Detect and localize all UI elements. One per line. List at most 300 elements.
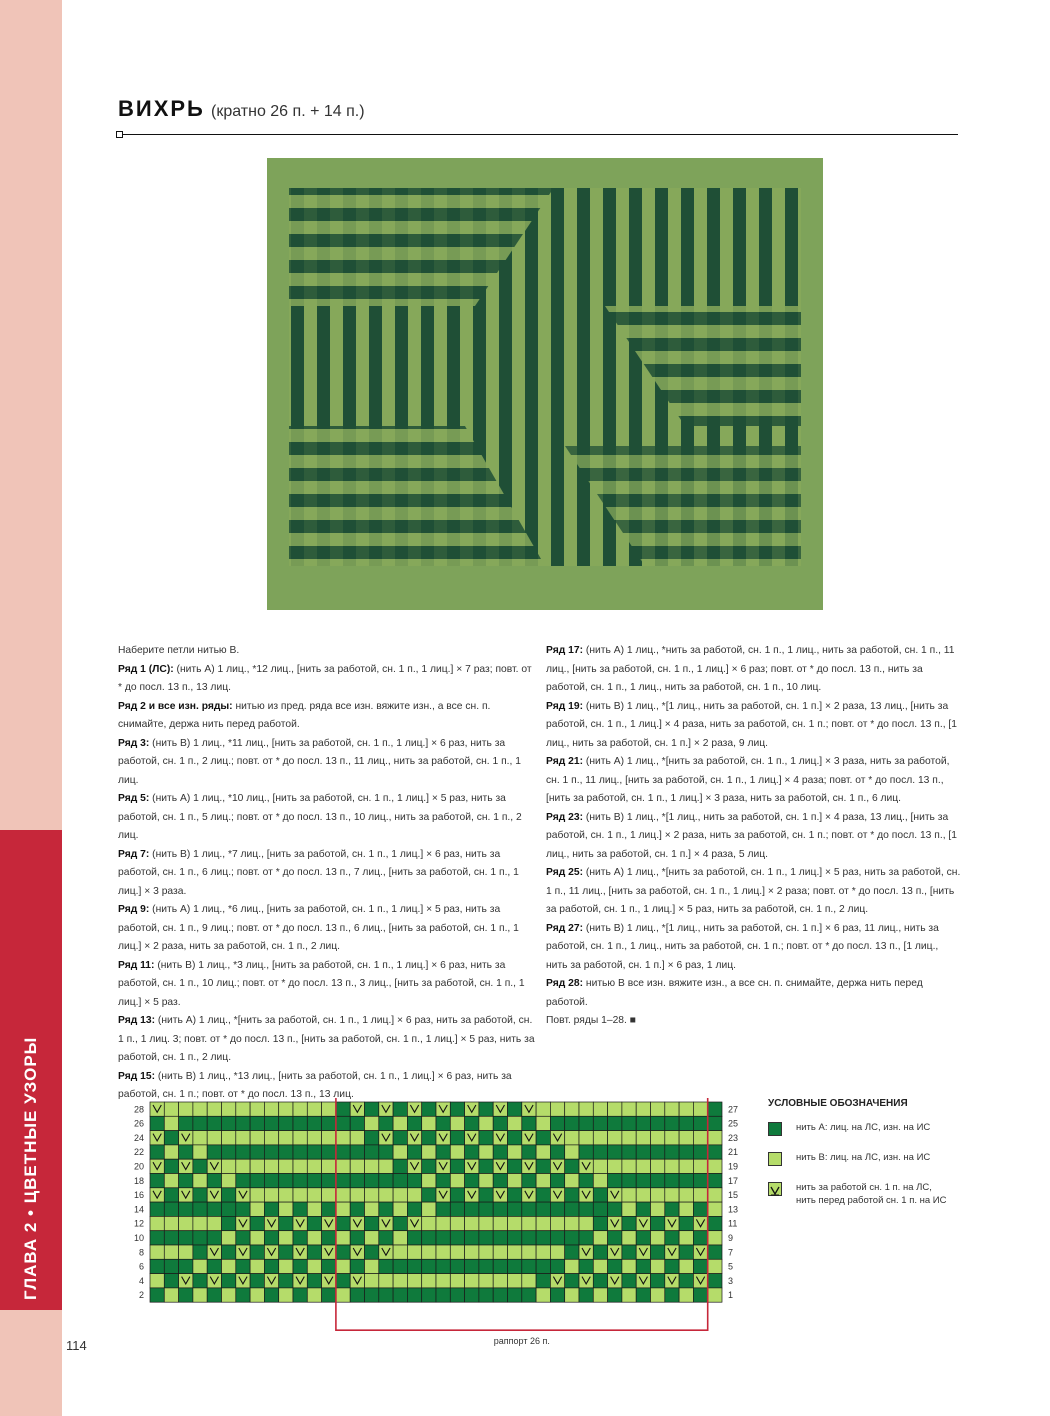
title-rule bbox=[118, 134, 958, 135]
chart-cell bbox=[679, 1216, 693, 1230]
chart-cell bbox=[579, 1174, 593, 1188]
chart-cell bbox=[236, 1116, 250, 1130]
title-rule-dot bbox=[116, 131, 123, 138]
chart-cell bbox=[622, 1202, 636, 1216]
instruction-label: Ряд 28: bbox=[546, 978, 584, 989]
chart-cell bbox=[693, 1131, 707, 1145]
chart-cell bbox=[579, 1288, 593, 1302]
chart-cell bbox=[250, 1159, 264, 1173]
chart-cell bbox=[679, 1116, 693, 1130]
chart-cell bbox=[450, 1288, 464, 1302]
chart-cell bbox=[679, 1174, 693, 1188]
chart-cell bbox=[150, 1274, 164, 1288]
chart-cell bbox=[422, 1116, 436, 1130]
chart-cell bbox=[593, 1131, 607, 1145]
chart-cell bbox=[279, 1174, 293, 1188]
chart-cell bbox=[565, 1245, 579, 1259]
instruction-row bbox=[118, 642, 538, 661]
chart-cell bbox=[407, 1202, 421, 1216]
chart-cell bbox=[236, 1174, 250, 1188]
chart-cell bbox=[436, 1259, 450, 1273]
chart-cell bbox=[479, 1216, 493, 1230]
chart-cell bbox=[336, 1188, 350, 1202]
chart-cell bbox=[479, 1259, 493, 1273]
chart-cell bbox=[236, 1259, 250, 1273]
chart-cell bbox=[493, 1288, 507, 1302]
instruction-text: (нить А) 1 лиц., *[нить за работой, сн. 1 п., 1 лиц.] × 3 раза, нить за работой, сн. 1 п., 11 лиц., [нить за работой, сн. 1 п., 1 лиц.] × 4 раза; повт. от * до посл. 13 п., [нить за работой, сн. 1 п., 1 лиц.] × 3 раза, нить за работой, сн. 1 п., 6 лиц. bbox=[546, 756, 950, 804]
chart-cell bbox=[279, 1274, 293, 1288]
chart-cell bbox=[708, 1102, 722, 1116]
chart-cell bbox=[679, 1102, 693, 1116]
instruction-text: (нить В) 1 лиц., *[1 лиц., нить за работой, сн. 1 п.] × 2 раза, 13 лиц., [нить за работой, сн. 1 п., 1 лиц.] × 4 раза, нить за работой, сн. 1 п.; повт. от * до посл. 13 п., [1 лиц., нить за работой, сн. 1 п.] × 2 раза, 9 лиц. bbox=[546, 700, 958, 749]
instruction-label: Ряд 23: bbox=[546, 811, 584, 823]
chart-cell bbox=[279, 1102, 293, 1116]
chart-cell bbox=[579, 1216, 593, 1230]
chart-cell bbox=[665, 1259, 679, 1273]
chart-cell bbox=[322, 1231, 336, 1245]
chart-cell bbox=[393, 1145, 407, 1159]
chart-cell bbox=[536, 1116, 550, 1130]
chart-cell bbox=[651, 1245, 665, 1259]
row-number-right: 11 bbox=[728, 1218, 738, 1229]
row-number-right: 17 bbox=[728, 1175, 739, 1186]
chart-cell bbox=[608, 1245, 622, 1259]
instruction-text: (нить А) 1 лиц., *нить за работой, сн. 1 п., 1 лиц., нить за работой, сн. 1 п., 11 лиц., [нить за работой, сн. 1 п., 1 лиц.] × 6 раз; повт. от * до посл. 13 п., нить за работой, сн. 1 п., 1 лиц., нить за работой, сн. 1 п., 10 лиц. bbox=[546, 645, 955, 693]
chart-cell bbox=[222, 1202, 236, 1216]
chart-cell bbox=[608, 1131, 622, 1145]
chart-cell bbox=[293, 1231, 307, 1245]
chart-cell bbox=[350, 1274, 364, 1288]
row-number-left: 12 bbox=[133, 1218, 144, 1229]
row-number-right: 13 bbox=[728, 1204, 739, 1215]
chart-cell bbox=[651, 1231, 665, 1245]
chart-cell bbox=[679, 1145, 693, 1159]
chart-cell bbox=[264, 1116, 278, 1130]
row-number-left: 10 bbox=[133, 1233, 144, 1243]
chart-cell bbox=[350, 1245, 364, 1259]
instruction-row bbox=[546, 753, 961, 809]
chart-cell bbox=[236, 1102, 250, 1116]
chart-cell bbox=[264, 1188, 278, 1202]
chart-cell bbox=[264, 1145, 278, 1159]
chart-cell bbox=[365, 1159, 379, 1173]
chart-cell bbox=[593, 1116, 607, 1130]
chart-cell bbox=[665, 1231, 679, 1245]
chart-cell bbox=[479, 1274, 493, 1288]
chart-cell bbox=[379, 1116, 393, 1130]
chart-cell bbox=[693, 1245, 707, 1259]
row-number-right: 23 bbox=[728, 1132, 739, 1143]
chart-cell bbox=[393, 1288, 407, 1302]
legend-item-yarn-a bbox=[768, 1121, 968, 1139]
chart-cell bbox=[636, 1188, 650, 1202]
chart-cell bbox=[550, 1188, 564, 1202]
chart-cell bbox=[708, 1174, 722, 1188]
chart-cell bbox=[693, 1159, 707, 1173]
chart-cell bbox=[407, 1145, 421, 1159]
page-number: 114 bbox=[66, 1338, 87, 1353]
chart-cell bbox=[579, 1231, 593, 1245]
chart-cell bbox=[393, 1159, 407, 1173]
chart-cell bbox=[422, 1102, 436, 1116]
row-number-right: 7 bbox=[728, 1247, 734, 1258]
instruction-label: Ряд 15: bbox=[118, 1070, 156, 1082]
chart-cell bbox=[465, 1188, 479, 1202]
chart-cell bbox=[279, 1231, 293, 1245]
chart-cell bbox=[407, 1288, 421, 1302]
chart-cell bbox=[350, 1259, 364, 1273]
chart-cell bbox=[322, 1102, 336, 1116]
knitting-chart bbox=[120, 1092, 740, 1347]
chart-cell bbox=[465, 1231, 479, 1245]
chart-cell bbox=[436, 1159, 450, 1173]
row-number-right: 19 bbox=[728, 1161, 739, 1172]
instruction-row bbox=[118, 1012, 538, 1068]
row-number-left: 2 bbox=[138, 1290, 144, 1301]
chart-cell bbox=[393, 1202, 407, 1216]
chart-cell bbox=[250, 1245, 264, 1259]
chart-cell bbox=[379, 1259, 393, 1273]
chart-cell bbox=[365, 1116, 379, 1130]
chart-cell bbox=[179, 1174, 193, 1188]
chart-cell bbox=[708, 1245, 722, 1259]
chart-cell bbox=[222, 1116, 236, 1130]
chart-cell bbox=[207, 1188, 221, 1202]
chart-cell bbox=[550, 1216, 564, 1230]
chart-cell bbox=[550, 1288, 564, 1302]
chart-cell bbox=[336, 1102, 350, 1116]
chart-cell bbox=[164, 1259, 178, 1273]
chart-cell bbox=[250, 1202, 264, 1216]
chart-cell bbox=[379, 1274, 393, 1288]
chart-cell bbox=[708, 1116, 722, 1130]
chart-cell bbox=[293, 1202, 307, 1216]
chart-cell bbox=[622, 1131, 636, 1145]
chart-cell bbox=[179, 1145, 193, 1159]
chart-cell bbox=[393, 1216, 407, 1230]
instruction-label: Ряд 27: bbox=[546, 922, 584, 934]
chart-cell bbox=[293, 1188, 307, 1202]
chart-cell bbox=[708, 1288, 722, 1302]
chart-cell bbox=[350, 1116, 364, 1130]
chart-cell bbox=[236, 1202, 250, 1216]
chart-cell bbox=[479, 1288, 493, 1302]
chart-cell bbox=[693, 1188, 707, 1202]
chart-cell bbox=[593, 1231, 607, 1245]
chart-cell bbox=[436, 1131, 450, 1145]
chart-cell bbox=[322, 1245, 336, 1259]
chart-cell bbox=[508, 1116, 522, 1130]
chart-cell bbox=[322, 1274, 336, 1288]
chart-cell bbox=[422, 1216, 436, 1230]
chart-cell bbox=[264, 1245, 278, 1259]
chart-cell bbox=[393, 1245, 407, 1259]
chart-cell bbox=[622, 1188, 636, 1202]
chart-cell bbox=[636, 1245, 650, 1259]
chart-cell bbox=[436, 1288, 450, 1302]
chart-cell bbox=[622, 1159, 636, 1173]
chart-cell bbox=[307, 1231, 321, 1245]
chart-cell bbox=[179, 1245, 193, 1259]
chart-cell bbox=[565, 1102, 579, 1116]
chart-cell bbox=[407, 1245, 421, 1259]
chart-cell bbox=[264, 1102, 278, 1116]
chart-cell bbox=[422, 1288, 436, 1302]
row-number-right: 3 bbox=[728, 1275, 734, 1286]
chart-cell bbox=[207, 1102, 221, 1116]
chart-cell bbox=[193, 1116, 207, 1130]
chart-cell bbox=[508, 1159, 522, 1173]
row-number-left: 14 bbox=[133, 1204, 144, 1215]
chart-cell bbox=[536, 1231, 550, 1245]
chart-cell bbox=[279, 1131, 293, 1145]
instruction-row bbox=[118, 957, 538, 1013]
chart-cell bbox=[522, 1131, 536, 1145]
chart-cell bbox=[679, 1231, 693, 1245]
chart-cell bbox=[207, 1274, 221, 1288]
chart-cell bbox=[536, 1145, 550, 1159]
chart-cell bbox=[336, 1202, 350, 1216]
chart-cell bbox=[593, 1274, 607, 1288]
chart-cell bbox=[150, 1102, 164, 1116]
instruction-label: Ряд 19: bbox=[546, 700, 584, 712]
chart-cell bbox=[164, 1159, 178, 1173]
chart-cell bbox=[665, 1245, 679, 1259]
chart-cell bbox=[222, 1245, 236, 1259]
instruction-label: Ряд 13: bbox=[118, 1015, 156, 1026]
chart-cell bbox=[207, 1202, 221, 1216]
chart-cell bbox=[207, 1259, 221, 1273]
chart-cell bbox=[693, 1274, 707, 1288]
chart-cell bbox=[593, 1188, 607, 1202]
instruction-text: (нить В) 1 лиц., *[1 лиц., нить за работой, сн. 1 п.] × 6 раз, 11 лиц., нить за работой, сн. 1 п., 1 лиц., нить за работой, сн. 1 п.; повт. от * до посл. 13 п., [1 лиц., нить за работой, сн. 1 п.] × 6 раз, 1 лиц. bbox=[546, 922, 939, 971]
chart-cell bbox=[493, 1131, 507, 1145]
chart-cell bbox=[522, 1288, 536, 1302]
chart-cell bbox=[708, 1131, 722, 1145]
chart-cell bbox=[651, 1131, 665, 1145]
chart-cell bbox=[679, 1274, 693, 1288]
chart-cell bbox=[579, 1245, 593, 1259]
page-title bbox=[118, 96, 365, 122]
row-number-right: 5 bbox=[728, 1261, 734, 1272]
chart-cell bbox=[479, 1245, 493, 1259]
chart-cell bbox=[450, 1245, 464, 1259]
chart-cell bbox=[164, 1216, 178, 1230]
chart-cell bbox=[365, 1102, 379, 1116]
chart-cell bbox=[422, 1274, 436, 1288]
chart-cell bbox=[350, 1188, 364, 1202]
chart-cell bbox=[407, 1259, 421, 1273]
chart-cell bbox=[350, 1102, 364, 1116]
chart-cell bbox=[479, 1188, 493, 1202]
chart-cell bbox=[322, 1145, 336, 1159]
chart-cell bbox=[164, 1116, 178, 1130]
chart-cell bbox=[608, 1259, 622, 1273]
chart-cell bbox=[379, 1288, 393, 1302]
chart-cell bbox=[222, 1131, 236, 1145]
chart-cell bbox=[508, 1188, 522, 1202]
chart-cell bbox=[279, 1288, 293, 1302]
chart-cell bbox=[436, 1245, 450, 1259]
instruction-row bbox=[118, 846, 538, 902]
chart-cell bbox=[593, 1174, 607, 1188]
instruction-row bbox=[118, 901, 538, 957]
chart-cell bbox=[693, 1216, 707, 1230]
chart-cell bbox=[436, 1216, 450, 1230]
chart-cell bbox=[307, 1216, 321, 1230]
chart-cell bbox=[336, 1174, 350, 1188]
chart-cell bbox=[250, 1259, 264, 1273]
chart-cell bbox=[479, 1131, 493, 1145]
chart-cell bbox=[665, 1116, 679, 1130]
chart-cell bbox=[479, 1145, 493, 1159]
chart-cell bbox=[493, 1259, 507, 1273]
chart-cell bbox=[293, 1131, 307, 1145]
chart-cell bbox=[465, 1159, 479, 1173]
chart-cell bbox=[465, 1116, 479, 1130]
chart-cell bbox=[493, 1274, 507, 1288]
title-sub: (кратно 26 п. + 14 п.) bbox=[211, 103, 365, 120]
chart-cell bbox=[536, 1216, 550, 1230]
chart-cell bbox=[508, 1231, 522, 1245]
chart-cell bbox=[593, 1102, 607, 1116]
chart-cell bbox=[336, 1245, 350, 1259]
legend-text-yarn-b: нить В: лиц. на ЛС, изн. на ИС bbox=[796, 1152, 931, 1163]
chart-cell bbox=[465, 1259, 479, 1273]
chart-cell bbox=[279, 1216, 293, 1230]
chart-cell bbox=[250, 1174, 264, 1188]
chart-cell bbox=[508, 1131, 522, 1145]
chart-cell bbox=[379, 1202, 393, 1216]
instructions-right bbox=[546, 642, 961, 1031]
chart-cell bbox=[150, 1145, 164, 1159]
chart-cell bbox=[393, 1102, 407, 1116]
chart-cell bbox=[508, 1216, 522, 1230]
chart-cell bbox=[536, 1274, 550, 1288]
chart-cell bbox=[264, 1202, 278, 1216]
chart-cell bbox=[179, 1116, 193, 1130]
chart-cell bbox=[336, 1216, 350, 1230]
chart-cell bbox=[279, 1159, 293, 1173]
instruction-text: (нить А) 1 лиц., *10 лиц., [нить за работой, сн. 1 п., 1 лиц.] × 5 раз, нить за работой, сн. 1 п., 5 лиц.; повт. от * до посл. 13 п., 10 лиц., нить за работой, сн. 1 п., 2 лиц. bbox=[118, 793, 522, 841]
instruction-text: нитью из пред. ряда все изн. вяжите изн., а все сн. п. снимайте, держа нить перед работой. bbox=[118, 700, 491, 730]
chart-cell bbox=[450, 1216, 464, 1230]
chart-cell bbox=[679, 1245, 693, 1259]
chart-cell bbox=[250, 1231, 264, 1245]
chart-cell bbox=[708, 1259, 722, 1273]
chart-cell bbox=[250, 1216, 264, 1230]
chart-cell bbox=[407, 1231, 421, 1245]
chart-cell bbox=[407, 1274, 421, 1288]
chart-cell bbox=[164, 1131, 178, 1145]
chart-cell bbox=[636, 1202, 650, 1216]
chart-cell bbox=[508, 1274, 522, 1288]
chart-cell bbox=[550, 1259, 564, 1273]
chart-cell bbox=[651, 1259, 665, 1273]
chart-cell bbox=[193, 1245, 207, 1259]
chart-cell bbox=[350, 1288, 364, 1302]
chart-cell bbox=[222, 1159, 236, 1173]
chart-cell bbox=[164, 1188, 178, 1202]
chart-cell bbox=[222, 1216, 236, 1230]
instruction-text: (нить В) 1 лиц., *13 лиц., [нить за работой, сн. 1 п., 1 лиц.] × 6 раз, нить за работой, сн. 1 п.; повт. от * до посл. 13 п., 13 лиц. bbox=[118, 1070, 512, 1100]
chart-cell bbox=[493, 1102, 507, 1116]
chart-cell bbox=[379, 1231, 393, 1245]
chart-cell bbox=[307, 1274, 321, 1288]
chart-cell bbox=[379, 1174, 393, 1188]
chart-cell bbox=[393, 1174, 407, 1188]
chart-cell bbox=[207, 1288, 221, 1302]
chart-cell bbox=[565, 1116, 579, 1130]
chart-cell bbox=[422, 1245, 436, 1259]
chart-cell bbox=[450, 1231, 464, 1245]
chart-cell bbox=[307, 1116, 321, 1130]
chart-cell bbox=[322, 1174, 336, 1188]
legend-swatch-yarn-a bbox=[768, 1122, 782, 1136]
chart-cell bbox=[665, 1188, 679, 1202]
chart-cell bbox=[407, 1116, 421, 1130]
chart-cell bbox=[608, 1102, 622, 1116]
chart-cell bbox=[150, 1159, 164, 1173]
chart-cell bbox=[622, 1274, 636, 1288]
chart-cell bbox=[622, 1231, 636, 1245]
chart-cell bbox=[365, 1231, 379, 1245]
chart-cell bbox=[422, 1131, 436, 1145]
chart-cell bbox=[222, 1188, 236, 1202]
chart-cell bbox=[407, 1131, 421, 1145]
instruction-text: (нить А) 1 лиц., *[нить за работой, сн. 1 п., 1 лиц.] × 6 раз, нить за работой, сн. 1 п., 1 лиц. 3; повт. от * до посл. 13 п., [нить за работой, сн. 1 п., 1 лиц.] × 5 раз, нить за работой, сн. 1 п., 2 лиц. bbox=[118, 1015, 535, 1063]
chart-cell bbox=[693, 1145, 707, 1159]
chart-cell bbox=[336, 1288, 350, 1302]
chart-grid bbox=[120, 1092, 740, 1347]
row-number-left: 6 bbox=[138, 1261, 144, 1272]
chart-cell bbox=[608, 1274, 622, 1288]
chart-cell bbox=[365, 1245, 379, 1259]
chart-cell bbox=[236, 1274, 250, 1288]
chart-cell bbox=[679, 1188, 693, 1202]
chart-cell bbox=[565, 1202, 579, 1216]
chart-cell bbox=[193, 1188, 207, 1202]
chart-cell bbox=[422, 1159, 436, 1173]
chart-cell bbox=[479, 1102, 493, 1116]
chart-cell bbox=[193, 1102, 207, 1116]
chart-cell bbox=[307, 1259, 321, 1273]
chart-cell bbox=[207, 1159, 221, 1173]
chart-cell bbox=[293, 1145, 307, 1159]
chart-cell bbox=[393, 1259, 407, 1273]
chart-cell bbox=[708, 1188, 722, 1202]
chart-cell bbox=[279, 1116, 293, 1130]
instruction-text: Повт. ряды 1–28. ■ bbox=[546, 1015, 636, 1026]
chart-cell bbox=[508, 1245, 522, 1259]
instruction-row bbox=[546, 975, 961, 1012]
chart-cell bbox=[365, 1131, 379, 1145]
instruction-label: Ряд 3: bbox=[118, 737, 150, 749]
chart-cell bbox=[508, 1174, 522, 1188]
chart-cell bbox=[665, 1288, 679, 1302]
chart-cell bbox=[336, 1116, 350, 1130]
chart-cell bbox=[150, 1245, 164, 1259]
chart-cell bbox=[150, 1288, 164, 1302]
chart-cell bbox=[336, 1145, 350, 1159]
chart-cell bbox=[608, 1231, 622, 1245]
chart-cell bbox=[536, 1245, 550, 1259]
instruction-text: Наберите петли нитью В. bbox=[118, 645, 240, 656]
chart-cell bbox=[336, 1131, 350, 1145]
chart-cell bbox=[150, 1174, 164, 1188]
instruction-row bbox=[546, 920, 961, 976]
chart-cell bbox=[708, 1159, 722, 1173]
